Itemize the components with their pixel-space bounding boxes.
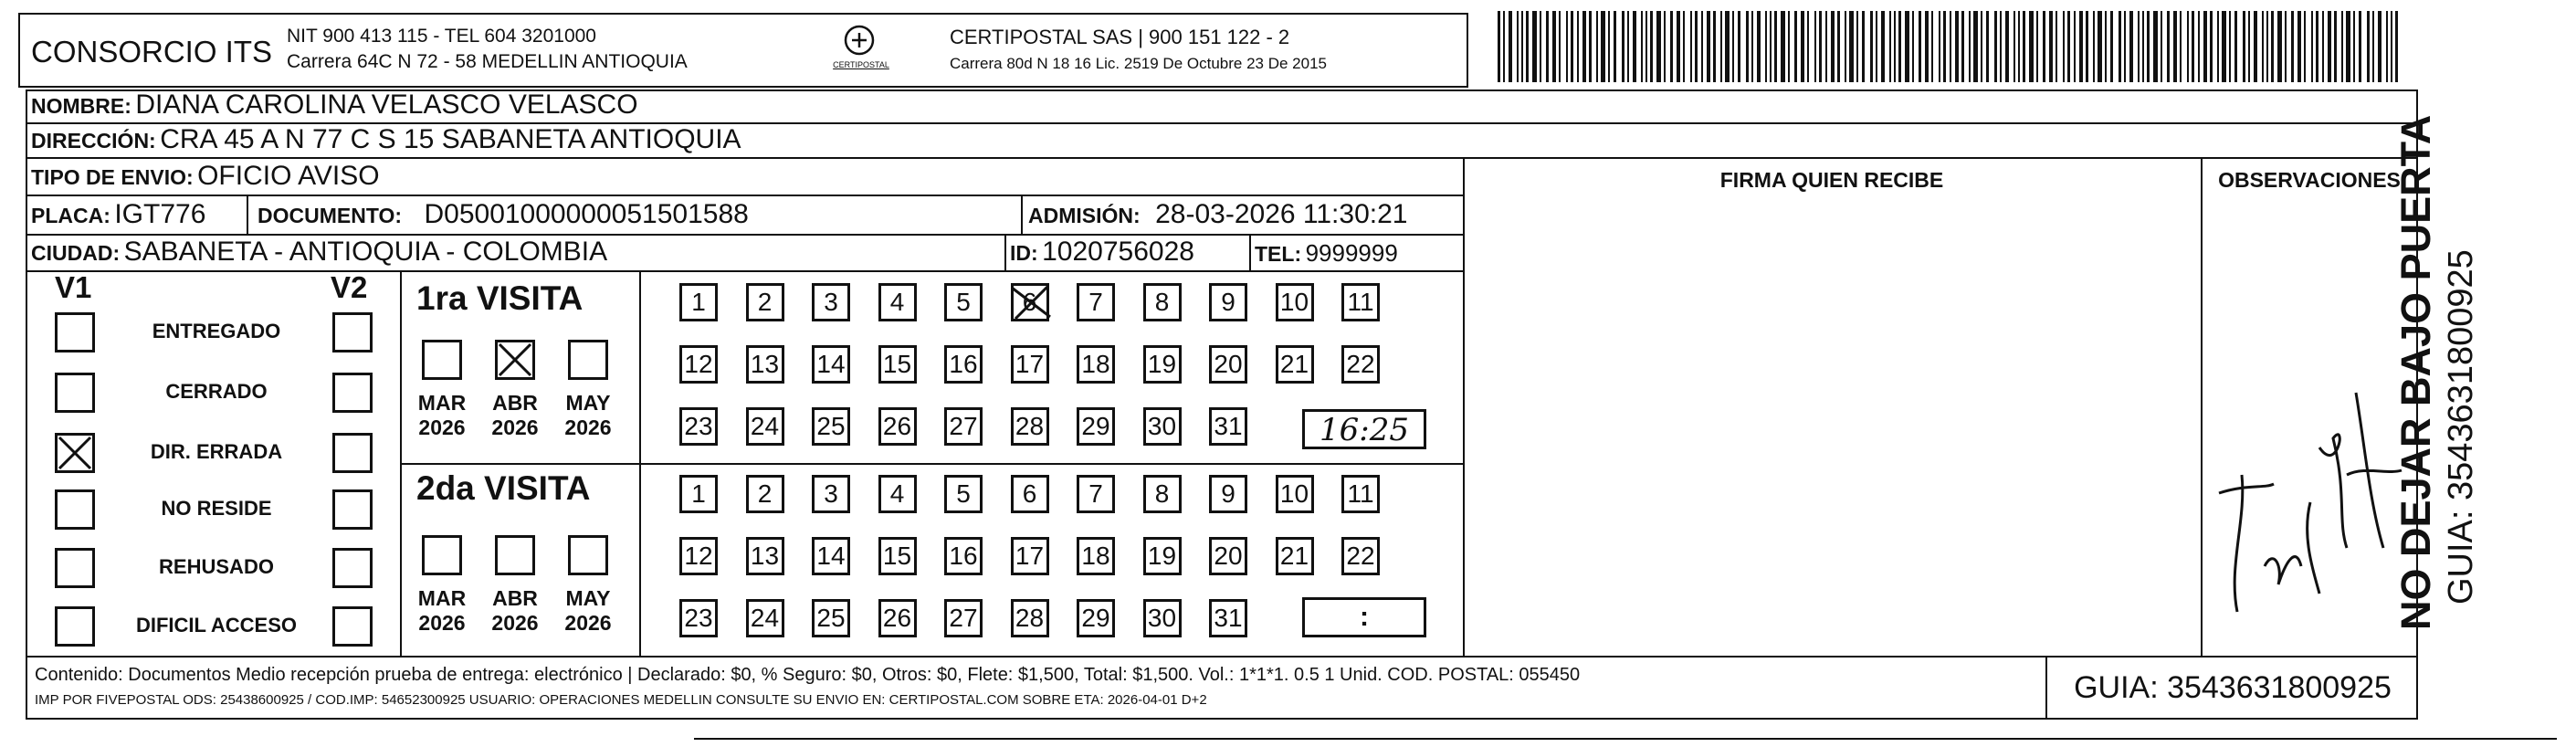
day-cell[interactable]: 30 [1143,407,1182,446]
barcode-bar [1973,11,1978,82]
barcode-bar [2079,11,2083,82]
barcode-bar [1939,11,1940,82]
day-cell[interactable]: 3 [812,475,850,513]
barcode-bar [1814,11,1816,82]
v2-checkbox[interactable] [332,489,373,530]
barcode-bar [2304,11,2306,82]
barcode-bar [1781,11,1785,82]
day-cell[interactable]: 4 [878,475,917,513]
barcode-bar [1738,11,1740,82]
barcode-bar [2119,11,2121,82]
day-cell[interactable]: 21 [1276,537,1314,575]
name-row [31,89,638,121]
day-cell[interactable]: 19 [1143,345,1182,384]
barcode-bar [2334,11,2337,82]
barcode-bar [2234,11,2237,82]
month-label: MAR 2026 [417,586,467,635]
barcode-bar [2254,11,2257,82]
barcode-bar [2353,11,2355,82]
document-value: D05001000000051501588 [424,199,749,229]
barcode-bar [2395,11,2398,82]
barcode-bar [1571,11,1573,82]
plate-cell [31,199,205,230]
day-cell[interactable]: 18 [1077,345,1115,384]
barcode-bar [1627,11,1629,82]
barcode-bar [2063,11,2065,82]
barcode-bar [1690,11,1692,82]
barcode-bar [1695,11,1698,82]
barcode-bar [1894,11,1896,82]
visit1-title: 1ra VISITA [416,279,584,317]
day-cell[interactable]: 14 [812,345,850,384]
logo-caption: CERTIPOSTAL [833,60,889,69]
day-cell[interactable]: 31 [1209,407,1247,446]
barcode-bar [1566,11,1568,82]
v1-checkbox[interactable] [55,606,95,647]
barcode-bar [1677,11,1680,82]
barcode-bar [2049,11,2053,82]
barcode-bar [2093,11,2095,82]
barcode-bar [1650,11,1653,82]
barcode-bar [2036,11,2038,82]
day-cell[interactable]: 22 [1341,537,1380,575]
day-cell[interactable]: 9 [1209,475,1247,513]
barcode-bar [1757,11,1761,82]
barcode-bar [1837,11,1840,82]
barcode-bar [1601,11,1605,82]
day-cell[interactable]: 30 [1143,599,1182,637]
handwritten-observation [2210,338,2411,630]
city-label: CIUDAD: [31,241,121,265]
barcode-bar [1670,11,1673,82]
barcode-bar [2243,11,2245,82]
barcode-bar [1546,11,1549,82]
barcode-bar [1819,11,1822,82]
day-cell[interactable]: 16 [944,537,983,575]
address-label: DIRECCIÓN: [31,129,156,153]
barcode-bar [1608,11,1610,82]
day-cell[interactable]: 15 [878,345,917,384]
barcode-bar [2328,11,2331,82]
day-cell[interactable]: 8 [1143,283,1182,321]
barcode-bar [2105,11,2107,82]
status-label: ENTREGADO [152,320,281,342]
status-label: DIFICIL ACCESO [135,614,297,637]
barcode-bar [1898,11,1901,82]
day-cell[interactable]: 21 [1276,345,1314,384]
day-cell[interactable]: 5 [944,283,983,321]
barcode-bar [1881,11,1885,82]
barcode-bar [1725,11,1730,82]
barcode-bar [1713,11,1716,82]
signature-header: FIRMA QUIEN RECIBE [1719,168,1944,192]
day-cell[interactable]: 3 [812,283,850,321]
barcode-bar [2297,11,2301,82]
visit1-time-value: 16:25 [1320,412,1409,448]
barcode-bar [2378,11,2381,82]
barcode-bar [1746,11,1749,82]
barcode-bar [1517,11,1519,82]
barcode [1498,11,2411,82]
address-value: CRA 45 A N 77 C S 15 SABANETA ANTIOQUIA [160,124,741,154]
day-cell[interactable]: 12 [679,345,718,384]
barcode-bar [1845,11,1846,82]
admission-label: ADMISIÓN: [1028,204,1141,227]
day-cell[interactable]: 7 [1077,475,1115,513]
barcode-bar [1831,11,1835,82]
barcode-bar [1503,11,1505,82]
barcode-bar [1807,11,1809,82]
month-label: ABR 2026 [491,391,539,439]
barcode-bar [2098,11,2102,82]
day-cell[interactable]: 8 [1143,475,1182,513]
footer-guia: GUIA: 3543631800925 [2074,670,2392,705]
barcode-bar [1862,11,1865,82]
admission-cell [1028,199,1407,230]
certipostal-line-1: CERTIPOSTAL SAS | 900 151 122 - 2 [950,26,1290,48]
barcode-bar [1622,11,1624,82]
barcode-bar [1751,11,1753,82]
day-cell[interactable]: 31 [1209,599,1247,637]
type-row [31,161,380,192]
barcode-bar [1552,11,1556,82]
barcode-bar [2180,11,2182,82]
month-checkbox[interactable] [495,340,535,380]
barcode-bar [1856,11,1858,82]
barcode-bar [2391,11,2392,82]
barcode-bar [1770,11,1772,82]
status-label: NO RESIDE [161,497,272,520]
month-checkbox[interactable] [422,340,462,380]
barcode-bar [2271,11,2274,82]
visit1-time-box [1302,409,1426,449]
barcode-bar [2023,11,2025,82]
v2-checkbox[interactable] [332,606,373,647]
day-cell[interactable]: 11 [1341,283,1380,321]
type-label: TIPO DE ENVIO: [31,165,194,189]
barcode-bar [1950,11,1951,82]
observations-header: OBSERVACIONES [2218,168,2401,192]
v2-checkbox[interactable] [332,312,373,352]
month-label: MAY 2026 [564,586,612,635]
v2-checkbox[interactable] [332,433,373,473]
barcode-bar [1981,11,1982,82]
company-line-2: Carrera 64C N 72 - 58 MEDELLIN ANTIOQUIA [287,51,688,72]
barcode-bar [1943,11,1946,82]
barcode-bar [1889,11,1891,82]
day-cell[interactable]: 4 [878,283,917,321]
visit2-title: 2da VISITA [416,469,591,507]
day-cell[interactable]: 13 [746,537,784,575]
barcode-bar [1589,11,1592,82]
day-cell[interactable]: 12 [679,537,718,575]
v2-checkbox[interactable] [332,373,373,413]
barcode-bar [2167,11,2170,82]
barcode-bar [1986,11,1989,82]
barcode-bar [2203,11,2207,82]
visit2-time-value: : [1360,602,1369,632]
barcode-bar [1720,11,1722,82]
barcode-bar [2086,11,2088,82]
barcode-bar [1994,11,1997,82]
side-warning: NO DEJAR BAJO PUERTA [2392,114,2439,630]
barcode-bar [2110,11,2113,82]
day-cell[interactable]: 28 [1011,407,1049,446]
v1-checkbox[interactable] [55,433,95,473]
barcode-bar [2187,11,2189,82]
barcode-bar [2262,11,2264,82]
day-cell[interactable]: 26 [878,407,917,446]
day-cell[interactable]: 6 [1011,283,1049,321]
month-label: MAR 2026 [417,391,467,439]
day-cell[interactable]: 19 [1143,537,1182,575]
day-cell[interactable]: 29 [1077,599,1115,637]
footer-imp: IMP POR FIVEPOSTAL ODS: 25438600925 / COD.IMP: 54652300925 USUARIO: OPERACIONES MEDELLIN CONSULTE SU ENVIO EN: CERTIPOSTAL.COM SOBRE ETA: 2026-04-01 D+2 [35,692,1207,708]
barcode-bar [1707,11,1710,82]
barcode-bar [2142,11,2144,82]
barcode-bar [2359,11,2361,82]
barcode-bar [1794,11,1797,82]
barcode-bar [1532,11,1537,82]
barcode-bar [1925,11,1929,82]
barcode-bar [2129,11,2133,82]
month-label: MAY 2026 [564,391,612,439]
day-cell[interactable]: 23 [679,599,718,637]
barcode-bar [2372,11,2374,82]
barcode-bar [2138,11,2140,82]
barcode-bar [2386,11,2388,82]
side-guia: GUIA: 3543631800925 [2442,249,2480,605]
day-cell[interactable]: 9 [1209,283,1247,321]
day-cell[interactable]: 1 [679,475,718,513]
day-cell[interactable]: 2 [746,283,784,321]
day-cell[interactable]: 23 [679,407,718,446]
plate-label: PLACA: [31,204,110,227]
barcode-bar [2346,11,2350,82]
barcode-bar [2277,11,2282,82]
status-label: DIR. ERRADA [150,440,283,463]
day-cell[interactable]: 20 [1209,345,1247,384]
barcode-bar [2210,11,2213,82]
barcode-bar [1774,11,1777,82]
day-cell[interactable]: 1 [679,283,718,321]
barcode-bar [1849,11,1854,82]
barcode-bar [1765,11,1767,82]
barcode-bar [1912,11,1914,82]
type-value: OFICIO AVISO [197,161,380,191]
barcode-bar [1582,11,1586,82]
barcode-bar [2341,11,2343,82]
barcode-bar [2222,11,2226,82]
barcode-bar [1961,11,1964,82]
tel-value: 9999999 [1305,239,1398,267]
day-cell[interactable]: 25 [812,599,850,637]
certipostal-line-2: Carrera 80d N 18 16 Lic. 2519 De Octubre 23 De 2015 [950,55,1327,72]
barcode-bar [1559,11,1561,82]
barcode-bar [2229,11,2231,82]
v1-checkbox[interactable] [55,489,95,530]
tel-label: TEL: [1255,242,1302,266]
day-cell[interactable]: 25 [812,407,850,446]
barcode-bar [2124,11,2126,82]
barcode-bar [1931,11,1933,82]
id-value: 1020756028 [1042,237,1194,267]
barcode-bar [1596,11,1598,82]
barcode-bar [2043,11,2045,82]
barcode-bar [2074,11,2076,82]
barcode-bar [1577,11,1579,82]
month-checkbox[interactable] [568,340,608,380]
barcode-bar [2217,11,2219,82]
day-cell[interactable]: 20 [1209,537,1247,575]
day-cell[interactable]: 26 [878,599,917,637]
barcode-bar [1701,11,1703,82]
barcode-bar [1664,11,1666,82]
day-cell[interactable]: 7 [1077,283,1115,321]
barcode-bar [2311,11,2313,82]
barcode-bar [2322,11,2324,82]
visit2-time-box [1302,597,1426,637]
barcode-bar [1969,11,1971,82]
day-cell[interactable]: 29 [1077,407,1115,446]
name-label: NOMBRE: [31,94,131,118]
day-cell[interactable]: 17 [1011,537,1049,575]
v1-checkbox[interactable] [55,373,95,413]
day-cell[interactable]: 27 [944,599,983,637]
month-checkbox[interactable] [422,535,462,575]
barcode-bar [1732,11,1734,82]
city-cell [31,237,607,268]
day-cell[interactable]: 16 [944,345,983,384]
barcode-bar [1656,11,1661,82]
barcode-bar [2013,11,2015,82]
barcode-bar [2285,11,2287,82]
barcode-bar [2161,11,2162,82]
barcode-bar [1498,11,1500,82]
day-cell[interactable]: 10 [1276,283,1314,321]
day-cell[interactable]: 14 [812,537,850,575]
v1-label: V1 [55,270,92,304]
day-cell[interactable]: 17 [1011,345,1049,384]
barcode-bar [2056,11,2057,82]
barcode-bar [1788,11,1790,82]
footer-content: Contenido: Documentos Medio recepción prueba de entrega: electrónico | Declarado: $0, % Seguro: $0, Otros: $0, Flete: $1,500, Total: $1,500. Vol.: 1*1*1. 0.5 1 Unid. COD. POSTAL: 055450 [35,665,1581,685]
check-mark-icon [498,342,532,377]
barcode-bar [2029,11,2034,82]
day-cell[interactable]: 22 [1341,345,1380,384]
barcode-bar [1876,11,1877,82]
barcode-bar [2147,11,2150,82]
v2-checkbox[interactable] [332,548,373,588]
day-cell[interactable]: 11 [1341,475,1380,513]
document-cell [258,199,749,230]
barcode-bar [2192,11,2194,82]
plate-value: IGT776 [114,199,206,229]
month-checkbox[interactable] [568,535,608,575]
document-label: DOCUMENTO: [258,204,403,227]
day-cell[interactable]: 13 [746,345,784,384]
v1-checkbox[interactable] [55,548,95,588]
day-cell[interactable]: 18 [1077,537,1115,575]
id-cell [1010,237,1194,268]
id-label: ID: [1010,241,1038,265]
name-value: DIANA CAROLINA VELASCO VELASCO [135,89,638,120]
barcode-bar [1683,11,1685,82]
day-cell[interactable]: 6 [1011,475,1049,513]
status-label: CERRADO [165,380,268,403]
barcode-bar [2173,11,2177,82]
barcode-bar [1521,11,1523,82]
barcode-bar [2067,11,2070,82]
barcode-bar [2198,11,2200,82]
day-cell[interactable]: 10 [1276,475,1314,513]
tel-cell [1255,239,1398,268]
barcode-bar [1645,11,1647,82]
admission-value: 28-03-2026 11:30:21 [1155,199,1408,229]
day-cross-mark-icon [1008,280,1054,322]
day-cell[interactable]: 27 [944,407,983,446]
barcode-bar [2248,11,2250,82]
day-cell[interactable]: 2 [746,475,784,513]
barcode-bar [2367,11,2370,82]
barcode-bar [2266,11,2268,82]
day-cell[interactable]: 28 [1011,599,1049,637]
barcode-bar [2291,11,2294,82]
check-mark-icon [58,436,92,470]
day-cell[interactable]: 15 [878,537,917,575]
barcode-bar [1801,11,1804,82]
barcode-bar [1509,11,1512,82]
barcode-bar [1633,11,1636,82]
barcode-bar [2153,11,2158,82]
barcode-bar [1905,11,1909,82]
barcode-bar [2316,11,2318,82]
month-label: ABR 2026 [491,586,539,635]
barcode-bar [1614,11,1616,82]
barcode-bar [1919,11,1921,82]
day-cell[interactable]: 24 [746,407,784,446]
bottom-edge-line [694,738,2557,740]
status-label: REHUSADO [159,555,274,578]
v1-checkbox[interactable] [55,312,95,352]
barcode-bar [2018,11,2020,82]
day-cell[interactable]: 5 [944,475,983,513]
barcode-bar [1526,11,1529,82]
barcode-bar [1825,11,1827,82]
v2-label: V2 [331,270,368,304]
company-line-1: NIT 900 413 115 - TEL 604 3201000 [287,26,596,47]
month-checkbox[interactable] [495,535,535,575]
company-name: CONSORCIO ITS [31,35,273,68]
day-cell[interactable]: 24 [746,599,784,637]
barcode-bar [2005,11,2009,82]
barcode-bar [1870,11,1873,82]
barcode-bar [1641,11,1643,82]
barcode-bar [1540,11,1541,82]
address-row [31,124,741,155]
barcode-bar [1955,11,1959,82]
barcode-bar [2000,11,2002,82]
city-value: SABANETA - ANTIOQUIA - COLOMBIA [123,237,608,267]
